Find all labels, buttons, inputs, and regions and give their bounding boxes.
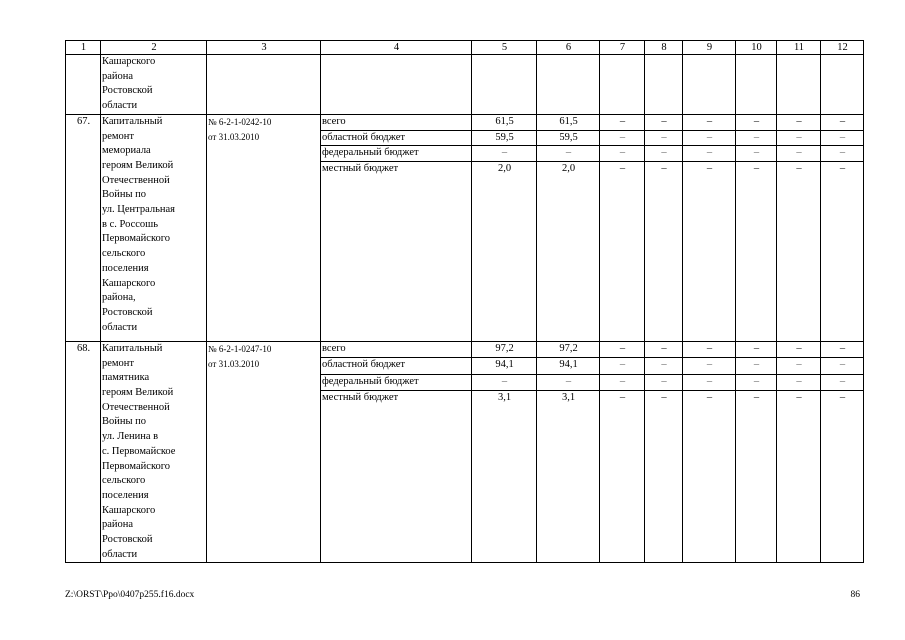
value-cell: –	[600, 114, 645, 130]
value-cell: 97,2	[472, 341, 537, 358]
value-cell: 61,5	[472, 114, 537, 130]
value-cell: 61,5	[537, 114, 600, 130]
value-cell: –	[736, 358, 777, 375]
value-cell: –	[645, 146, 683, 162]
value-cell: –	[736, 391, 777, 563]
value-cell: –	[777, 161, 821, 341]
value-cell: 59,5	[537, 130, 600, 146]
column-number: 11	[777, 41, 821, 55]
funding-category: всего	[321, 114, 472, 130]
value-cell: –	[683, 391, 736, 563]
value-cell: –	[645, 358, 683, 375]
value-cell: –	[777, 130, 821, 146]
value-cell: –	[645, 374, 683, 391]
value-cell: –	[472, 146, 537, 162]
value-cell: –	[645, 130, 683, 146]
value-cell: –	[645, 391, 683, 563]
document-reference: № 6-2-1-0242-10 от 31.03.2010	[207, 114, 321, 341]
value-cell: –	[777, 358, 821, 375]
column-number: 8	[645, 41, 683, 55]
object-description: Капитальный ремонт мемориала героям Великой Отечественной Войны по ул. Центральная в с. Россошь Первомайского сельского поселения Кашарского района, Ростовской области	[101, 114, 207, 341]
value-cell: –	[645, 341, 683, 358]
value-cell: –	[537, 374, 600, 391]
value-cell: –	[600, 161, 645, 341]
value-cell: –	[736, 146, 777, 162]
value-cell: –	[777, 391, 821, 563]
item-number: 68.	[66, 341, 101, 563]
value-cell: –	[683, 341, 736, 358]
file-path: Z:\ORST\Ppo\0407p255.f16.docx	[65, 590, 195, 600]
column-number: 1	[66, 41, 101, 55]
budget-table	[65, 40, 864, 563]
value-cell: 59,5	[472, 130, 537, 146]
column-number: 12	[821, 41, 864, 55]
table-row	[66, 341, 864, 358]
column-number: 9	[683, 41, 736, 55]
value-cell: –	[821, 374, 864, 391]
value-cell: –	[821, 146, 864, 162]
value-cell: 94,1	[537, 358, 600, 375]
value-cell: 3,1	[472, 391, 537, 563]
value-cell: –	[777, 114, 821, 130]
value-cell: –	[600, 374, 645, 391]
value-cell: –	[777, 146, 821, 162]
value-cell: –	[736, 161, 777, 341]
value-cell: –	[645, 161, 683, 341]
value-cell: –	[736, 341, 777, 358]
column-number: 3	[207, 41, 321, 55]
value-cell: –	[777, 374, 821, 391]
value-cell: –	[683, 114, 736, 130]
value-cell: –	[736, 114, 777, 130]
value-cell: 94,1	[472, 358, 537, 375]
table-row	[66, 114, 864, 130]
document-reference: № 6-2-1-0247-10 от 31.03.2010	[207, 341, 321, 563]
column-number: 7	[600, 41, 645, 55]
continuation-row	[66, 55, 864, 115]
value-cell: –	[736, 130, 777, 146]
value-cell: –	[600, 130, 645, 146]
object-description: Кашарского района Ростовской области	[101, 55, 207, 115]
value-cell: –	[821, 161, 864, 341]
value-cell: –	[821, 130, 864, 146]
value-cell: –	[600, 391, 645, 563]
funding-category: федеральный бюджет	[321, 374, 472, 391]
value-cell: –	[736, 374, 777, 391]
funding-category: федеральный бюджет	[321, 146, 472, 162]
value-cell: –	[600, 358, 645, 375]
column-number: 10	[736, 41, 777, 55]
funding-category: всего	[321, 341, 472, 358]
funding-category: местный бюджет	[321, 161, 472, 341]
value-cell: –	[683, 358, 736, 375]
funding-category: областной бюджет	[321, 130, 472, 146]
item-number: 67.	[66, 114, 101, 341]
page-number: 86	[850, 590, 860, 600]
funding-category: областной бюджет	[321, 358, 472, 375]
column-number: 5	[472, 41, 537, 55]
value-cell: –	[683, 130, 736, 146]
value-cell: 3,1	[537, 391, 600, 563]
value-cell: –	[683, 146, 736, 162]
value-cell: –	[537, 146, 600, 162]
value-cell: –	[600, 146, 645, 162]
value-cell: –	[683, 374, 736, 391]
object-description: Капитальный ремонт памятника героям Великой Отечественной Войны по ул. Ленина в с. Первомайское Первомайского сельского поселения Кашарского района Ростовской области	[101, 341, 207, 563]
value-cell: –	[821, 358, 864, 375]
value-cell: –	[472, 374, 537, 391]
value-cell: –	[821, 341, 864, 358]
value-cell: 2,0	[472, 161, 537, 341]
value-cell: –	[600, 341, 645, 358]
value-cell: –	[821, 114, 864, 130]
value-cell: 97,2	[537, 341, 600, 358]
funding-category: местный бюджет	[321, 391, 472, 563]
value-cell: 2,0	[537, 161, 600, 341]
column-number-row	[66, 41, 864, 55]
column-number: 4	[321, 41, 472, 55]
column-number: 6	[537, 41, 600, 55]
column-number: 2	[101, 41, 207, 55]
value-cell: –	[683, 161, 736, 341]
value-cell: –	[777, 341, 821, 358]
value-cell: –	[645, 114, 683, 130]
value-cell: –	[821, 391, 864, 563]
